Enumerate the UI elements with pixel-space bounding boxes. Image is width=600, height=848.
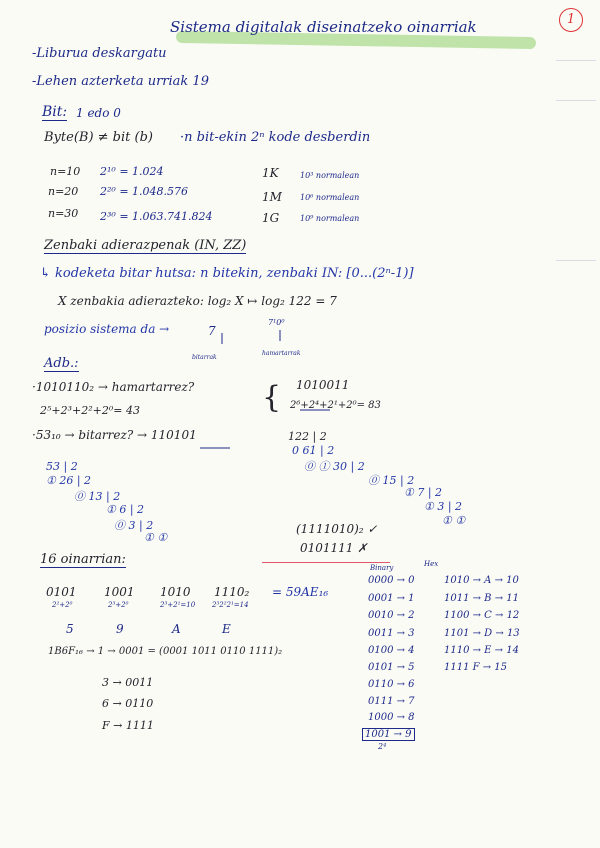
power-value: 2²⁰ = 1.048.576: [100, 185, 189, 198]
posizio-mini-7: 7: [208, 324, 216, 338]
right-bits: 1010011: [296, 378, 350, 392]
brace: {: [262, 380, 282, 415]
b6f-line: 1B6F₁₆ → 1 → 0001 = (0001 1011 0110 1111)₂: [48, 646, 283, 657]
intro-line-2: -Lehen azterketa urriak 19: [32, 74, 209, 89]
hex-group: 1010: [160, 585, 191, 599]
division-step: 0 61 | 2: [292, 444, 335, 457]
hex-digit: A: [172, 622, 181, 636]
division-step: ① 7 | 2: [404, 486, 443, 499]
table-row: 1001 → 9: [362, 728, 415, 741]
bit-definition: 1 edo 0: [76, 106, 121, 120]
table-footer: 2⁴: [378, 742, 387, 751]
division-step: ① ①: [144, 531, 168, 544]
table-row: 0010 → 2: [368, 610, 415, 621]
power-unit: 1G: [262, 211, 280, 225]
division-step: ⓪ 3 | 2: [114, 519, 154, 532]
power-value: 2¹⁰ = 1.024: [100, 165, 164, 178]
table-header-binary: Binary: [370, 564, 394, 572]
table-row: 0000 → 0: [368, 575, 415, 586]
table-row: 1100 → C → 12: [444, 610, 520, 621]
adb-heading: Adb.:: [44, 356, 79, 371]
power-unit: 1K: [262, 166, 279, 180]
division-step: ① 6 | 2: [106, 503, 145, 516]
posizio-line: posizio sistema da →: [44, 322, 170, 336]
hex-sum: 2³2²2¹=14: [212, 601, 249, 609]
division-step: 53 | 2: [46, 460, 78, 473]
right-sum: 2⁶+2⁴+2¹+2⁰= 83: [290, 400, 381, 411]
hex-group: 0101: [46, 585, 77, 599]
table-row: 1101 → D → 13: [444, 628, 520, 639]
power-value: 2³⁰ = 1.063.741.824: [100, 210, 213, 223]
power-normal: 10⁹ normalean: [300, 214, 360, 223]
hex-group: 1110₂: [214, 585, 250, 599]
intro-line-1: -Liburua deskargatu: [32, 46, 167, 61]
division-step: ① 26 | 2: [46, 474, 92, 487]
base16-heading: 16 oinarrian:: [40, 552, 126, 567]
posizio-sub-hamartarrak: hamartarrak: [262, 350, 301, 357]
adb-example-1-sum: 2⁵+2³+2²+2⁰= 43: [40, 404, 140, 417]
power-n: n=10: [50, 165, 81, 178]
hex-sum: 2³+2¹=10: [160, 601, 196, 609]
kodeketa-line: ↳ kodeketa bitar hutsa: n bitekin, zenbaki IN: [0...(2ⁿ-1)]: [40, 266, 414, 281]
table-row: 0101 → 5: [368, 662, 415, 673]
power-n: n=30: [48, 207, 79, 220]
division-step: ⓪ 15 | 2: [368, 474, 415, 487]
table-row: 1010 → A → 10: [444, 575, 519, 586]
byte-line: Byte(B) ≠ bit (b): [44, 130, 153, 145]
table-row: 1011 → B → 11: [444, 593, 519, 604]
adierazteko-line: X zenbakia adierazteko: log₂ X ↦ log₂ 122 = 7: [58, 294, 337, 308]
table-row: 1111 F → 15: [444, 662, 508, 673]
zenbaki-heading: Zenbaki adierazpenak (IN, ZZ): [44, 238, 247, 253]
power-normal: 10⁶ normalean: [300, 193, 360, 202]
table-header-hex: Hex: [424, 560, 439, 568]
power-unit: 1M: [262, 190, 282, 204]
page-number-badge: 1: [559, 8, 583, 32]
bit-combos: ·n bit-ekin 2ⁿ kode desberdin: [180, 130, 371, 145]
division-step: ① 3 | 2: [424, 500, 463, 513]
hex-group: 1001: [104, 585, 135, 599]
table-row: 0100 → 4: [368, 645, 415, 656]
division-step: 122 | 2: [288, 430, 327, 443]
table-row: 0110 → 6: [368, 679, 415, 690]
b6f-sub: 3 → 0011: [102, 676, 154, 689]
division-step: ⓪ ① 30 | 2: [304, 460, 365, 473]
result-1: (1111010)₂ ✓: [296, 522, 378, 536]
adb-example-2: ·53₁₀ → bitarrez? → 110101: [32, 428, 197, 442]
b6f-sub: 6 → 0110: [102, 697, 154, 710]
bit-heading: Bit:: [42, 104, 68, 120]
adb-example-1: ·1010110₂ → hamartarrez?: [32, 380, 195, 394]
table-row: 1000 → 8: [368, 712, 415, 723]
page-title: Sistema digitalak diseinatzeko oinarriak: [170, 18, 477, 36]
posizio-mini-70: 7¹0⁰: [268, 318, 285, 327]
table-row: 0001 → 1: [368, 593, 415, 604]
hex-digit: 5: [66, 622, 74, 636]
posizio-sub-bitarrak: bitarrak: [192, 354, 217, 361]
table-row: 1110 → E → 14: [444, 645, 519, 656]
hex-digit: E: [222, 622, 231, 636]
result-2: 0101111 ✗: [300, 541, 368, 555]
b6f-sub: F → 1111: [102, 719, 154, 732]
power-normal: 10³ normalean: [300, 171, 360, 180]
hex-result: = 59AE₁₆: [272, 585, 329, 599]
division-step: ① ①: [442, 514, 466, 527]
division-step: ⓪ 13 | 2: [74, 490, 121, 503]
power-n: n=20: [48, 185, 79, 198]
table-row: 0011 → 3: [368, 628, 415, 639]
hex-sum: 2²+2⁰: [52, 601, 73, 609]
table-row: 0111 → 7: [368, 696, 415, 707]
hex-sum: 2³+2⁰: [108, 601, 129, 609]
hex-digit: 9: [116, 622, 124, 636]
